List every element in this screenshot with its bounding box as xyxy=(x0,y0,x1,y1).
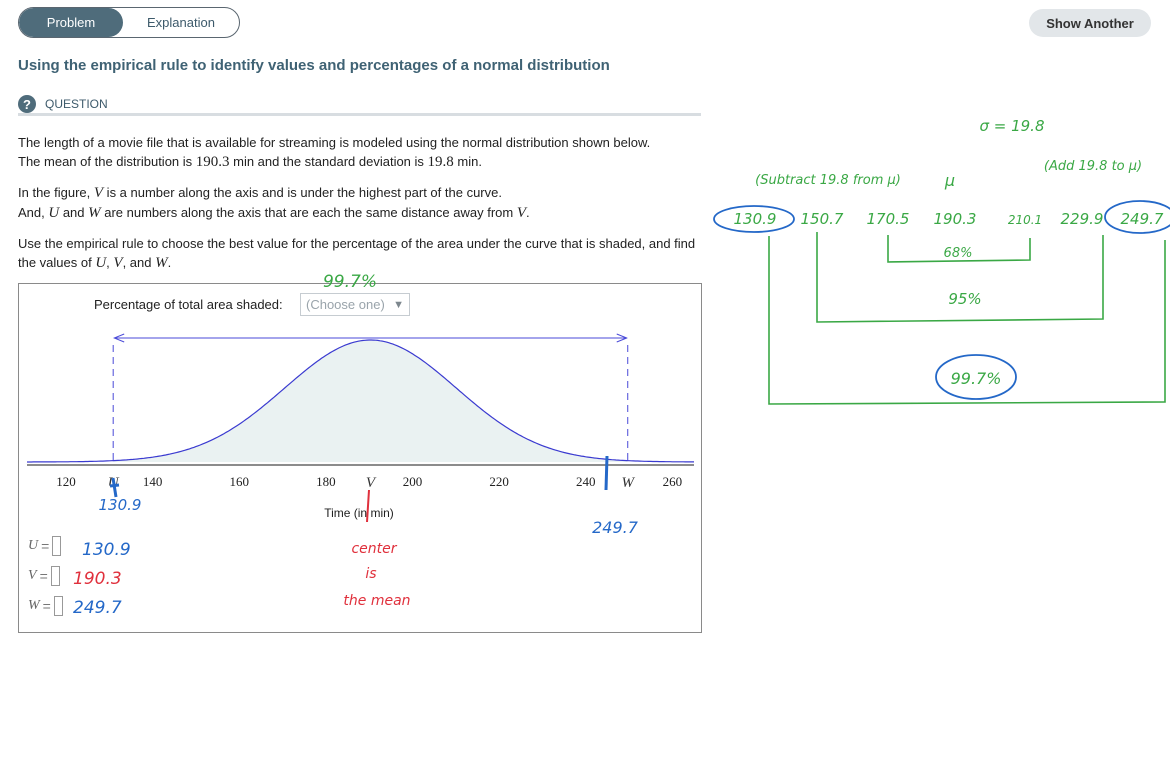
annotation-add: (Add 19.8 to μ) xyxy=(1043,159,1143,174)
v-axis-letter: V xyxy=(365,475,376,491)
answer-w-equals: = xyxy=(42,598,51,614)
annotation-bracket-95 xyxy=(817,232,1103,322)
annotation-circle-997 xyxy=(936,355,1016,399)
annotation-68: 68% xyxy=(943,246,973,261)
figure-panel xyxy=(18,283,702,633)
dropdown-placeholder: (Choose one) xyxy=(306,297,385,312)
problem-paragraph-1 xyxy=(18,133,650,172)
tab-problem[interactable]: Problem xyxy=(19,8,123,37)
answer-u-row xyxy=(28,536,61,556)
answer-w-label: W xyxy=(28,598,40,613)
percentage-label: Percentage of total area shaded: xyxy=(94,297,283,312)
annotation-sigma: σ = 19.8 xyxy=(979,117,1045,135)
problem-line-4: And, U and W are numbers along the axis that are each the same distance away from V. xyxy=(18,205,530,221)
annotation-subtract: (Subtract 19.8 from μ) xyxy=(755,173,901,188)
annotation-95: 95% xyxy=(948,290,982,308)
x-tick-label: 160 xyxy=(229,474,249,489)
x-tick-label: 140 xyxy=(142,474,163,489)
annotation-pct-guess: 99.7% xyxy=(322,272,378,292)
problem-paragraph-2 xyxy=(18,183,530,223)
tab-explanation[interactable]: Explanation xyxy=(147,15,215,30)
annotation-circle-130 xyxy=(714,206,794,232)
annotation-circle-249 xyxy=(1105,201,1170,233)
annotation-center-2: is xyxy=(365,566,377,582)
answer-v-row xyxy=(28,566,60,586)
x-tick-label: 180 xyxy=(316,474,336,489)
annotation-mu: μ xyxy=(944,171,956,190)
problem-line-6: the values of U, V, and W. xyxy=(18,255,172,271)
question-divider xyxy=(18,113,701,116)
problem-line-5: Use the empirical rule to choose the best value for the percentage of the area under the curve that is shaded, and find xyxy=(18,236,696,251)
question-label: QUESTION xyxy=(45,97,108,111)
answer-v-equals: = xyxy=(39,568,48,584)
x-tick-label: 200 xyxy=(402,474,423,489)
x-tick-label: 220 xyxy=(489,474,509,489)
answer-w-input[interactable] xyxy=(54,596,63,616)
answer-u-input[interactable] xyxy=(52,536,61,556)
annotation-value-2: 170.5 xyxy=(866,210,910,228)
question-mark-icon: ? xyxy=(18,95,36,113)
answer-u-equals: = xyxy=(41,538,50,554)
problem-line-3: In the figure, V is a number along the axis and is under the highest part of the curve. xyxy=(18,185,502,201)
w-axis-letter: W xyxy=(621,475,634,491)
annotation-bracket-68 xyxy=(888,235,1030,262)
answer-v-label: V xyxy=(28,568,37,583)
problem-line-1: The length of a movie file that is available for streaming is modeled using the normal distribution shown below. xyxy=(18,135,651,150)
problem-line-2: The mean of the distribution is 190.3 min and the standard deviation is 19.8 min. xyxy=(18,154,482,170)
problem-explanation-tabs xyxy=(18,7,240,38)
answer-u-label: U xyxy=(28,538,39,553)
annotation-value-0: 130.9 xyxy=(733,210,777,228)
x-tick-label: 240 xyxy=(575,474,596,489)
annotation-answer-u: 130.9 xyxy=(82,540,131,560)
annotation-value-1: 150.7 xyxy=(800,210,844,228)
annotation-value-5: 229.9 xyxy=(1060,210,1104,228)
annotation-value-6: 249.7 xyxy=(1120,210,1164,228)
problem-paragraph-3 xyxy=(18,234,695,273)
annotation-center-1: center xyxy=(351,541,397,557)
annotation-center-3: the mean xyxy=(343,593,411,609)
annotation-u-value: 130.9 xyxy=(98,496,142,514)
show-another-button[interactable]: Show Another xyxy=(1029,9,1151,37)
dropdown-arrow-icon: ▼ xyxy=(393,298,404,311)
axis-title: Time (in min) xyxy=(324,506,394,520)
annotation-997: 99.7% xyxy=(950,369,1002,388)
x-tick-label: 120 xyxy=(56,474,76,489)
x-tick-label: 260 xyxy=(662,474,683,489)
annotation-bracket-997 xyxy=(769,236,1165,404)
annotation-value-4: 210.1 xyxy=(1007,213,1043,227)
answer-v-input[interactable] xyxy=(51,566,60,586)
annotation-value-3: 190.3 xyxy=(933,210,977,228)
annotation-answer-w: 249.7 xyxy=(73,598,122,618)
annotation-answer-v: 190.3 xyxy=(73,569,122,589)
page-title: Using the empirical rule to identify values and percentages of a normal distribution xyxy=(18,57,610,74)
annotation-values-row xyxy=(734,210,1164,228)
question-header xyxy=(18,95,108,113)
answer-w-row xyxy=(28,596,63,616)
percentage-dropdown[interactable] xyxy=(300,293,410,316)
annotation-w-value: 249.7 xyxy=(592,518,638,537)
u-axis-letter: U xyxy=(107,475,119,491)
